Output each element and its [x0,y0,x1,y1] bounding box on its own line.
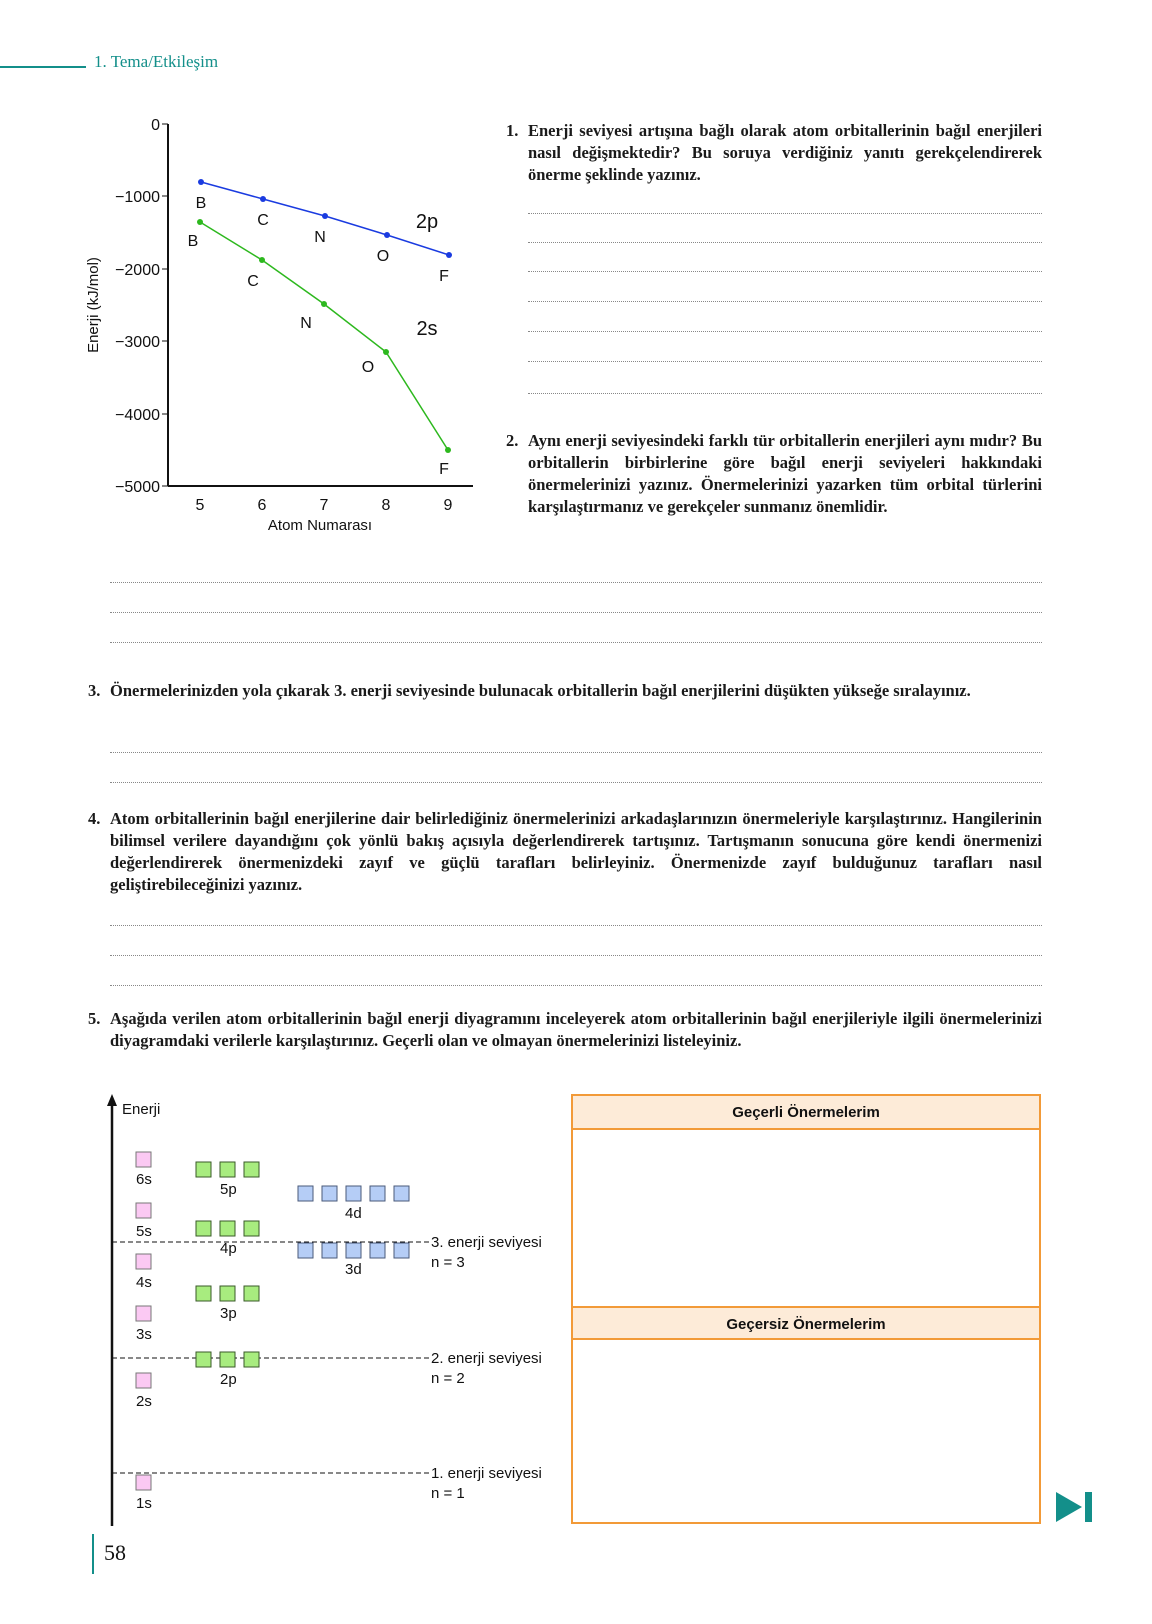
answer-line[interactable] [110,612,1042,613]
question-text: Aşağıda verilen atom orbitallerinin bağıl enerji diyagramını inceleyerek atom orbitallerinin bağıl enerjileriyle ilgili önermelerinizi diyagramdaki verilerle karşılaştırınız. Geçerli olan ve olmayan önermelerinizi listeleyiniz. [110,1009,1042,1050]
svg-text:n = 3: n = 3 [431,1254,465,1271]
answer-line[interactable] [110,925,1042,926]
answer-line[interactable] [528,213,1042,214]
svg-text:−5000: −5000 [115,479,160,496]
svg-text:5: 5 [195,497,205,514]
question-number: 5. [88,1009,101,1028]
svg-text:2s: 2s [136,1393,152,1410]
question-number: 2. [506,431,519,450]
svg-text:C: C [247,273,259,290]
answer-line[interactable] [528,242,1042,243]
s-labels [136,1171,152,1512]
orbital-energy-diagram [100,1090,560,1530]
svg-text:3s: 3s [136,1326,152,1343]
answer-line[interactable] [110,582,1042,583]
svg-text:n = 1: n = 1 [431,1485,465,1502]
svg-text:1s: 1s [136,1495,152,1512]
next-page-icon[interactable] [1056,1490,1096,1524]
question-text: Önermelerinizden yola çıkarak 3. enerji seviyesinde bulunacak orbitallerin bağıl enerjilerini düşükten yükseğe sıralayınız. [110,681,971,700]
svg-text:−2000: −2000 [115,262,160,279]
svg-text:N: N [300,315,312,332]
svg-text:N: N [314,229,326,246]
svg-text:5p: 5p [220,1181,237,1198]
svg-text:O: O [361,359,375,376]
svg-text:2p: 2p [220,1371,237,1388]
section-title: 1. Tema/Etkileşim [94,52,219,71]
valid-statements-header: Geçerli Önermelerim [573,1096,1039,1130]
orbital-energy-chart [80,110,480,540]
y-axis-label: Enerji (kJ/mol) [85,257,102,353]
label-2p: 2p [415,211,439,233]
statements-panel [571,1094,1041,1524]
answer-line[interactable] [110,642,1042,643]
svg-text:0: 0 [151,117,160,134]
label-2s: 2s [416,318,438,340]
svg-text:6: 6 [257,497,267,514]
question-3 [88,680,1042,702]
answer-line[interactable] [528,393,1042,394]
svg-text:−4000: −4000 [115,407,160,424]
question-1 [506,120,1042,186]
svg-text:4d: 4d [345,1205,362,1222]
svg-text:7: 7 [319,497,329,514]
svg-text:6s: 6s [136,1171,152,1188]
answer-line[interactable] [528,301,1042,302]
header-rule [0,66,86,68]
svg-text:4s: 4s [136,1274,152,1291]
svg-text:5s: 5s [136,1223,152,1240]
svg-text:4p: 4p [220,1240,237,1257]
svg-text:C: C [257,212,269,229]
question-text: Aynı enerji seviyesindeki farklı tür orbitallerin enerjileri aynı mıdır? Bu orbitallerin birbirlerine göre bağıl enerji seviyeleri hakkındaki önermelerinizi yazınız. Önermelerinizi yazarken tüm orbital türlerini karşılaştırmanız ve gerekçeler sunmanız önemlidir. [528,431,1042,516]
answer-line[interactable] [528,331,1042,332]
answer-line[interactable] [110,752,1042,753]
series-2p [196,179,452,285]
question-text: Atom orbitallerinin bağıl enerjilerine dair belirlediğiniz önermelerinizi arkadaşlarınızın önermeleriyle karşılaştırınız. Hangilerinin bilimsel verilere dayandığını çok yönlü bakış açısıyla değerlendirerek tartışınız. Tartışmanın sonucuna göre kendi önermenizi değerlendirerek önermenizdeki zayıf ve güçlü tarafları belirleyiniz. Önermenizde zayıf bulduğunuz tarafları nasıl geliştirebileceğinizi yazınız. [110,809,1042,894]
energy-axis-label: Enerji [122,1101,161,1118]
invalid-statements-header: Geçersiz Önermelerim [573,1306,1039,1340]
svg-text:3p: 3p [220,1305,237,1322]
x-ticks [196,497,453,514]
question-2 [506,430,1042,518]
svg-text:−3000: −3000 [115,334,160,351]
svg-text:3. enerji seviyesi: 3. enerji seviyesi [431,1234,542,1251]
question-5 [88,1008,1042,1052]
answer-line[interactable] [110,782,1042,783]
svg-text:F: F [439,461,449,478]
question-text: Enerji seviyesi artışına bağlı olarak atom orbitallerinin bağıl enerjileri nasıl değişmektedir? Bu soruya verdiğiniz yanıtı gerekçelendirerek önerme şeklinde yazınız. [528,121,1042,184]
answer-line[interactable] [528,361,1042,362]
svg-text:3d: 3d [345,1261,362,1278]
series-2s [188,219,451,478]
svg-text:−1000: −1000 [115,189,160,206]
svg-text:F: F [439,268,449,285]
page-number-rule [92,1534,94,1574]
svg-text:8: 8 [381,497,391,514]
invalid-statements-area[interactable] [573,1340,1039,1522]
question-4 [88,808,1042,896]
question-number: 1. [506,121,519,140]
x-axis-label: Atom Numarası [267,517,373,534]
y-ticks [115,117,168,496]
valid-statements-area[interactable] [573,1130,1039,1306]
svg-text:B: B [195,195,207,212]
svg-text:2. enerji seviyesi: 2. enerji seviyesi [431,1350,542,1367]
s-orbitals [136,1152,151,1490]
svg-text:1. enerji seviyesi: 1. enerji seviyesi [431,1465,542,1482]
arrow-up-icon [107,1094,117,1106]
svg-text:O: O [376,248,390,265]
svg-text:n = 2: n = 2 [431,1370,465,1387]
answer-line[interactable] [110,985,1042,986]
question-number: 4. [88,809,101,828]
svg-text:B: B [187,233,199,250]
answer-line[interactable] [528,271,1042,272]
svg-text:9: 9 [443,497,453,514]
page-number: 58 [104,1540,126,1565]
answer-line[interactable] [110,955,1042,956]
d-orbitals [298,1186,409,1258]
question-number: 3. [88,681,101,700]
